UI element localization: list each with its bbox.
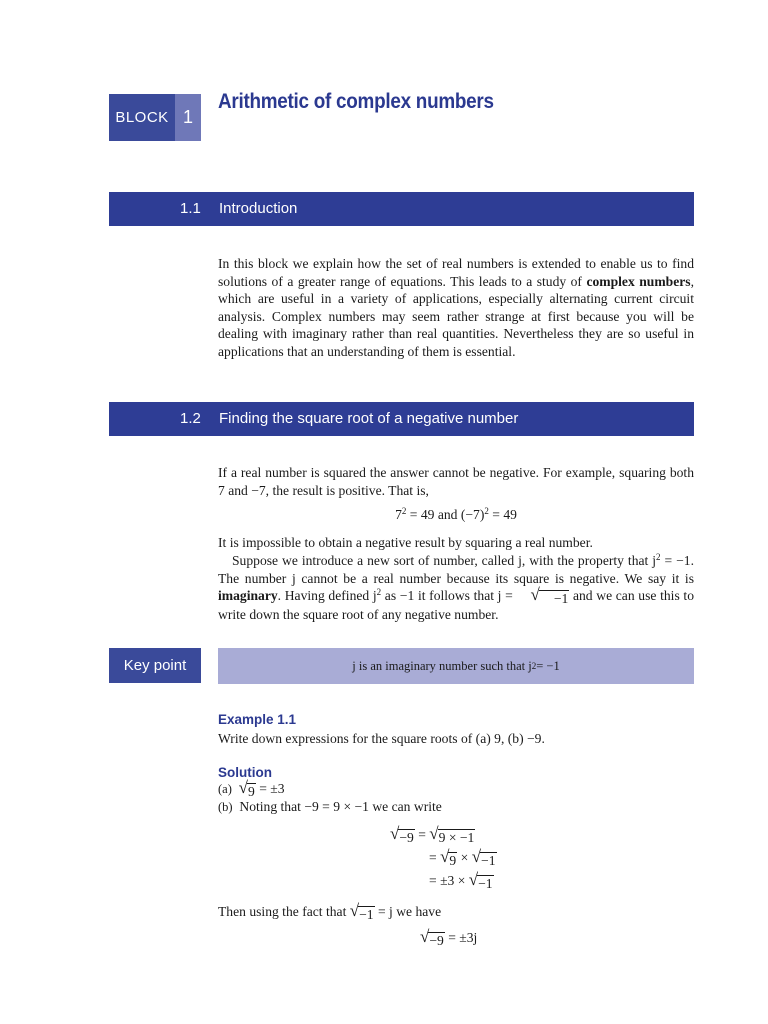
text: = ±3 × [429,873,469,888]
example-question: Write down expressions for the square roots of (a) 9, (b) −9. [218,731,545,746]
text: = [414,827,430,842]
radicand: −1 [478,876,493,891]
text: × [457,850,472,865]
section-header-square-root [109,402,694,436]
derivation-line-2 [429,847,497,868]
eq-text: = 49 and (−7) [406,507,485,522]
radicand: 9 [449,853,457,868]
bold-term: imaginary [218,588,278,604]
text: Noting that −9 = 9 × −1 we can write [239,799,442,814]
solution-part-b [218,799,442,815]
part-label: (a) [218,782,232,796]
derivation-line-3 [429,870,494,891]
block-word: BLOCK [109,94,175,141]
text: = ±3 [255,781,285,796]
square-root: √ −1 [468,870,493,891]
section-title: Finding the square root of a negative number [219,410,519,427]
radicand: −1 [539,590,569,606]
block-number: 1 [175,94,201,141]
key-point-text: j is an imaginary number such that j [352,658,532,673]
text: as −1 it follows that j = [381,588,517,604]
intro-text-b: , which are useful in a variety of applications, especially alternating current circuit analysis. Complex numbers may seem rather strange at first because you will be dealing with imaginary rather than real quantities. Nevertheless they are so useful in applications that an understanding of them is essential. [218,273,694,359]
radicand: 9 [248,784,255,799]
text: Then using the fact that [218,904,350,919]
square-root: √ −9 [420,927,444,948]
radicand: −1 [481,853,496,868]
superscript: 2 [656,552,661,562]
text: = ±3j [444,930,478,945]
square-root: √ 9 × −1 [429,824,475,845]
square-root: √ −1 [471,847,496,868]
square-root: √ 9 [238,778,255,799]
text: = j we have [374,904,442,919]
section-header-introduction [109,192,694,226]
section-number: 1.2 [180,410,201,427]
square-root: √ −1 [530,585,569,607]
text: = −1. The number j cannot be a real number because its square is negative. We say it is [218,553,694,586]
square-root: √ 9 [440,847,457,868]
text: . Having defined j [277,588,377,604]
conclusion-line [218,901,442,922]
radicand: 9 × −1 [438,830,475,845]
text: Suppose we introduce a new sort of number, called j, with the property that j [232,553,657,568]
radicand: −9 [429,933,444,948]
block-title: Arithmetic of complex numbers [218,90,494,113]
body-paragraph-2: It is impossible to obtain a negative result by squaring a real number. [218,535,593,550]
key-point-text: = −1 [536,658,560,673]
equation-squares [218,507,694,523]
superscript: 2 [401,506,407,516]
text: and we can use this to write down the square root of any negative number. [218,588,694,623]
superscript: 2 [376,587,382,598]
eq-text: = 49 [488,507,517,522]
body-paragraph-1: If a real number is squared the answer cannot be negative. For example, squaring both 7 and −7, the result is positive. That is, [218,465,694,498]
solution-part-a [218,778,285,799]
intro-bold-term: complex numbers [586,273,691,289]
block-badge [109,94,201,141]
body-paragraph-3 [218,552,694,624]
superscript: 2 [484,506,489,516]
intro-text-a: In this block we explain how the set of real numbers is extended to enable us to find solutions of a greater range of equations. This leads to a study of [218,256,694,289]
example-heading: Example 1.1 [218,712,297,727]
radicand: −1 [359,907,374,922]
final-result [420,927,478,948]
solution-heading: Solution [218,765,272,780]
intro-paragraph [218,255,694,361]
derivation-line-1 [390,824,475,845]
square-root: √ −1 [349,901,374,922]
key-point-label: Key point [109,648,201,683]
section-number: 1.1 [180,200,201,217]
square-root: √ −9 [390,824,414,845]
section-title: Introduction [219,200,298,217]
key-point-box: j is an imaginary number such that j 2 = −1 [218,648,694,684]
part-label: (b) [218,800,233,814]
text: = [429,850,441,865]
radicand: −9 [399,830,414,845]
eq-text: 7 [395,507,402,522]
